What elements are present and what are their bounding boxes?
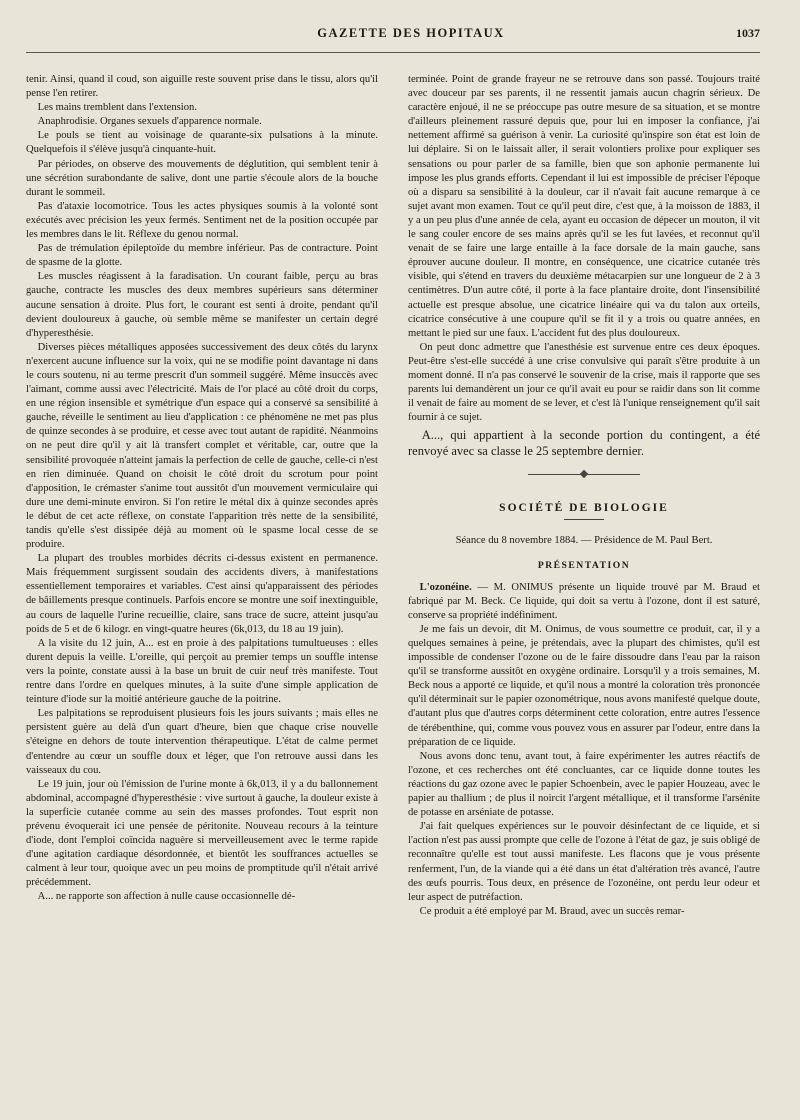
left-column xyxy=(26,73,378,919)
paragraph: Pas de trémulation épileptoïde du membre inférieur. Pas de contracture. Point de spasme de la glotte. xyxy=(26,243,378,269)
title-underline xyxy=(564,519,604,520)
paragraph: tenir. Ainsi, quand il coud, son aiguille reste souvent prise dans le tissu, alors qu'il pense l'en retirer. xyxy=(26,74,378,100)
paragraph: Les mains tremblent dans l'extension. xyxy=(37,102,197,114)
paragraph: Nous avons donc tenu, avant tout, à faire expérimenter les autres réactifs de l'ozone, et ces recherches ont été concluantes, car ce liquide donne toutes les réactions du gaz ozone avec le papier Schoenbein, avec le papier Houzeau, avec le papier au thallium ; de plus il noircit l'argent métallique, et il transforme l'arsénite de potasse en arséniate de potasse. xyxy=(408,750,760,819)
paragraph: La plupart des troubles morbides décrits ci-dessus existent en permanence. Mais fréquemment surgissent soudain des accidents divers, à manifestations essentiellement temporaires et variables. C'est ainsi qu'apparaissent des périodes de bâillements presque continuels. Parfois encore se montre une soif inextinguible, au cours de laquelle l'urine recueillie, claire, sans trace de sucre, atteint jusqu'au poids de 5 et de 6 kilogr. en vingt-quatre heures (6k,013, du 18 au 19 juin). xyxy=(26,553,378,635)
paragraph: Par périodes, on observe des mouvements de déglutition, qui semblent tenir à une sécrétion surabondante de salive, dont une partie s'écoule alors de la bouche durant le sommeil. xyxy=(26,158,378,198)
paragraph: A la visite du 12 juin, A... est en proie à des palpitations tumultueuses : elles durent depuis la veille. L'oreille, qui perçoit au premier temps un souffle intense vers la pointe, constate aussi à la base un bruit de cuir neuf très manifeste. Tout rentre dans l'ordre en quelques minutes, à la suite d'une simple application de teinture d'iode sur la moitié antérieure gauche de la poitrine. xyxy=(26,637,378,706)
page-header xyxy=(26,26,760,53)
right-column xyxy=(408,73,760,919)
seance-line: Séance du 8 novembre 1884. — Présidence de M. Paul Bert. xyxy=(455,535,713,547)
paragraph xyxy=(408,581,760,623)
paragraph-body: — M. ONIMUS présente un liquide trouvé par M. Braud et fabriqué par M. Beck. Ce liquide, qui doit sa vertu à l'ozone, dont il est saturé, conserve sa propriété indéfiniment. xyxy=(408,581,760,621)
paragraph: Diverses pièces métalliques apposées successivement des deux côtés du larynx n'exercent aucune influence sur la voix, qui ne se modifie point davantage ni dans le cours soutenu, ni au terme prescrit d'un sommeil suggéré. Même insuccès avec l'aimant, comme aussi avec l'électricité. Mais de l'or placé au côté droit du corps, en une région insensible et symétrique d'un espace qui a conservé sa sensibilité à gauche, réveille le sentiment au lieu d'application : ce phénomène ne met pas plus de quinze secondes à se produire, et cesse avec tout autant de rapidité. Néanmoins on ne peut dire qu'il y ait là transfert complet et véritable, car, outre que la sensibilité provoquée n'atteint jamais la perfection de celle de gauche, celle-ci n'est en rien diminuée. Quand on choisit le côté droit du scrotum pour point d'apposition, le crémaster s'anime tout aussitôt d'un mouvement vermiculaire qui dure une demi-minute environ. Si l'on retire le métal dix à quinze secondes après le début de cet acte réflexe, on constate l'apparition très nette de la sensibilité, tandis qu'elle s'est dissipée déjà au moment où le spasme local cesse de se produire. xyxy=(26,341,378,551)
paragraph: terminée. Point de grande frayeur ne se retrouve dans son passé. Toujours traité avec douceur par ses parents, il ne ressentit jamais aucun chagrin sérieux. De caractère enjoué, il ne se préoccupe pas outre mesure de sa situation, et se montre d'ailleurs pleinement rassuré depuis que, pour lui en imposer la confiance, j'ai nettement affirmé sa guérison à venir. La curiosité qu'inspire son état est loin de lui déplaire. Si on le laissait aller, il serait volontiers prolixe pour expliquer ses sensations ou pour parler de sa famille, bien que son aphonie permanente lui impose les plus grands efforts. Cependant il lui est impossible de préciser l'époque où a disparu sa sensibilité à la douleur, car il n'avait fait aucune remarque à ce sujet avant mon examen. Tout ce qu'il peut dire, c'est que, à la moisson de 1883, il y a un peu plus d'une année de cela, ayant eu occasion de dépecer un mouton, il vit le sang couler encore de ses mains après qu'il se les fut lavées, et reconnut qu'il venait de se faire une large entaille à la face dorsale de la main gauche, sans éprouver aucune douleur. Il montre, en conséquence, une cicatrice cutanée très visible, qui s'étend en travers du deuxième métacarpien sur une longueur de 2 à 3 centimètres. D'un autre côté, il porte à la face plantaire droite, dont l'insensibilité actuelle est presque absolue, une cicatrice linéaire qui va du talon aux orteils, cicatrice consécutive à une coupure qu'il se fit il y a trois ou quatre années, en mettant le pied sur une faux. L'accident fut des plus douloureux. xyxy=(408,74,760,339)
subsection-heading: PRÉSENTATION xyxy=(537,559,631,571)
two-columns xyxy=(26,73,760,919)
section-divider xyxy=(408,469,760,479)
paragraph: Anaphrodisie. Organes sexuels d'apparence normale. xyxy=(37,116,262,128)
paragraph: Je me fais un devoir, dit M. Onimus, de vous soumettre ce produit, car, il y a quelques semaines à peine, je prétendais, avec la plupart des chimistes, qu'il est impossible de condenser l'ozone ou de le faire dissoudre dans l'eau par la raison qu'il se transforme aussitôt en oxygène ordinaire. Lorsqu'il y a trois semaines, M. Beck nous a apporté ce liquide, et qu'il nous a montré la coloration très prononcée qu'il déterminait sur le papier ozonométrique, nous avons manifesté quelque doute, d'autant plus que d'autres corps déterminent cette coloration, entre autres l'essence de térébenthine, qui, comme vous pouvez vous en assurer par l'odeur, entre dans la préparation de ce liquide. xyxy=(408,623,760,748)
closing-note: A..., qui appartient à la seconde portion du contingent, a été renvoyé avec sa classe le 25 septembre dernier. xyxy=(408,428,760,459)
paragraph: Les palpitations se reproduisent plusieurs fois les jours suivants ; mais elles ne persistent guère au delà d'un quart d'heure, bien que chaque crise nouvelle s'éteigne en dehors de toute intervention thérapeutique. L'état de calme permet d'entendre au cœur un souffle doux et léger, que l'on retrouve aussi dans les vaisseaux du cou. xyxy=(26,708,378,776)
paragraph: Les muscles réagissent à la faradisation. Un courant faible, perçu au bras gauche, contracte les muscles des deux membres supérieurs sans déterminer aucune sensation à droite. Plus fort, le courant est senti à droite, pendant qu'il devient douloureux à gauche, où semble même se manifester un certain degré d'hyperesthésie. xyxy=(26,271,378,339)
paragraph: Pas d'ataxie locomotrice. Tous les actes physiques soumis à la volonté sont exécutés avec précision les yeux fermés. Sentiment net de la position occupée par les membres dans le lit. Réflexe du genou normal. xyxy=(26,200,378,241)
publication-title: GAZETTE DES HOPITAUX xyxy=(317,26,505,40)
paragraph: Le pouls se tient au voisinage de quarante-six pulsations à la minute. Quelquefois il s'élève jusqu'à cinquante-huit. xyxy=(26,130,378,156)
paragraph: On peut donc admettre que l'anesthésie est survenue entre ces deux époques. Peut-être s'est-elle succédé à une crise convulsive qui paraît s'être produite à un moment donné. Il n'a pas conservé le souvenir de la crise, mais il rapporte que ses parents lui demandèrent un jour ce qu'il avait eu pour se raidir dans son lit comme il venait de faire au moment de se lever, et c'est là l'unique renseignement qu'il sait fournir à ce sujet. xyxy=(408,341,760,424)
lead-term: L'ozonéine. xyxy=(419,581,472,593)
paragraph: J'ai fait quelques expériences sur le pouvoir désinfectant de ce liquide, et si l'action n'est pas aussi prompte que celle de l'ozone à l'état de gaz, je suis obligé de reconnaître qu'elle est tout aussi manifeste. Les flacons que je vous présente renferment, l'un, de la viande qui a été dans un état d'altération très avancé, l'autre des œufs pourris. Tous deux, en présence de l'ozonéine, ont perdu leur odeur et leur aspect de putréfaction. xyxy=(408,821,760,903)
divider-ornament-icon xyxy=(580,470,588,478)
page-number: 1037 xyxy=(735,26,760,40)
section-title: SOCIÉTÉ DE BIOLOGIE xyxy=(499,502,669,515)
paragraph: A... ne rapporte son affection à nulle cause occasionnelle dé- xyxy=(37,891,296,903)
paragraph: Le 19 juin, jour où l'émission de l'urine monte à 6k,013, il y a du ballonnement abdominal, accompagné d'hyperesthésie : vive surtout à gauche, la douleur existe à la superficie cutanée comme au sein des masses profondes. Tout esprit non prévenu évoquerait ici une pensée de péritonite. Nouveau recours à la teinture d'iode, dont l'emploi coïncida naguère si merveilleusement avec le terme rapide d'une agitation cardiaque désordonnée, et bientôt les souffrances actuelles se calment à leur tour, quoique avec un peu moins de promptitude qu'il n'était arrivé précédemment. xyxy=(26,778,378,889)
paragraph: Ce produit a été employé par M. Braud, avec un succès remar- xyxy=(419,905,685,917)
